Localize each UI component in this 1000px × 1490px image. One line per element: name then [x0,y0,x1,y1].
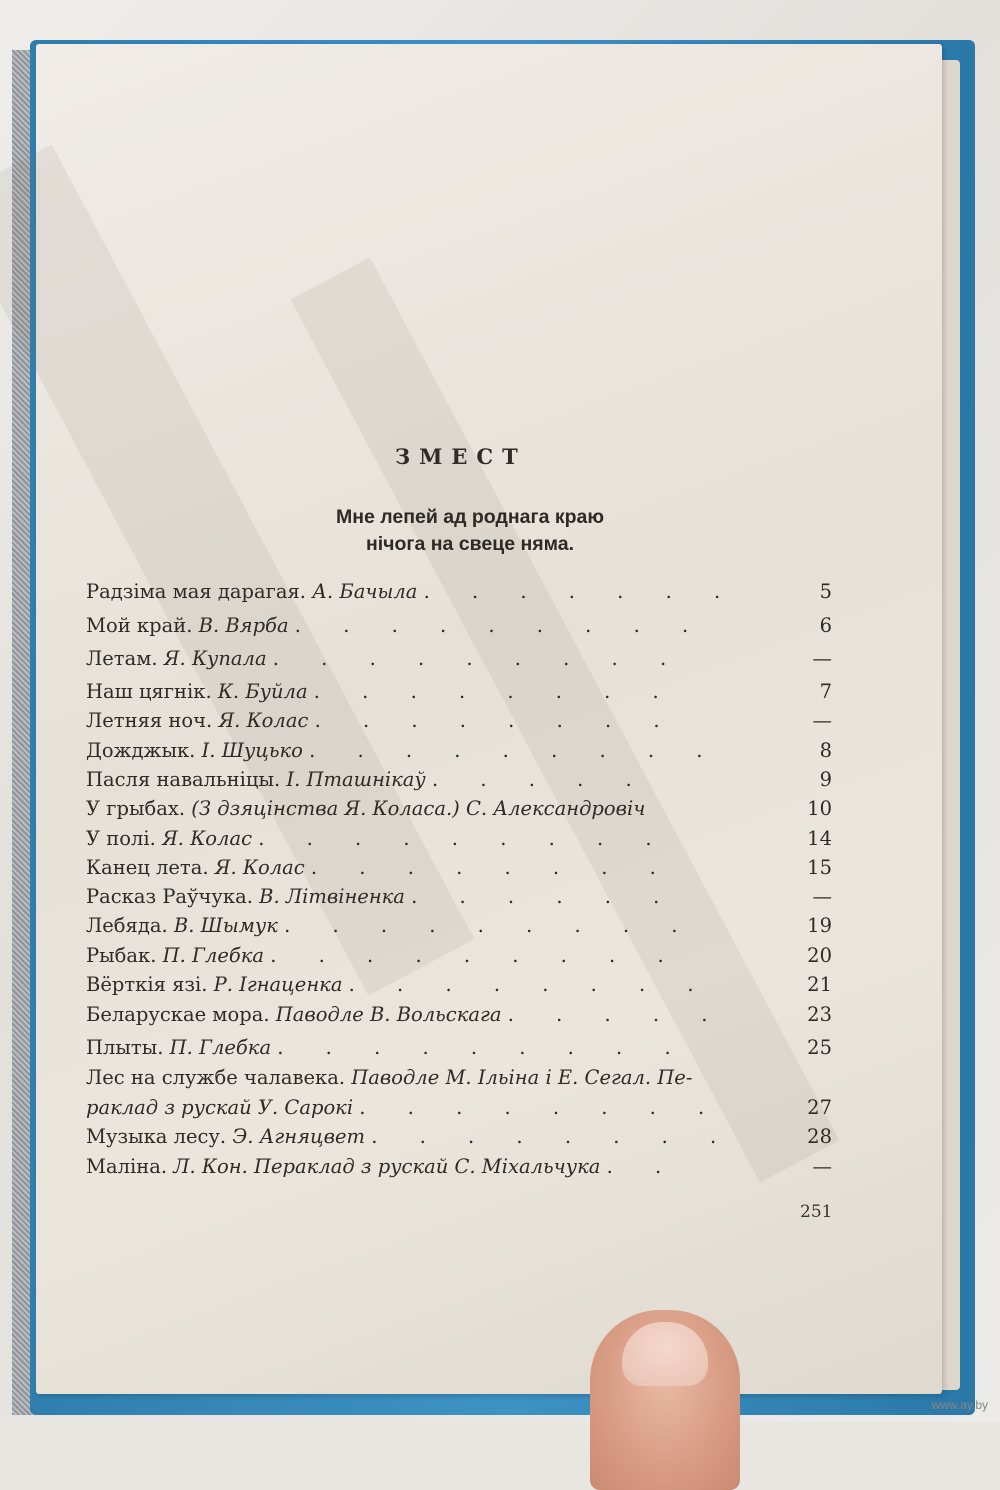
entry-author: (З дзяцінства Я. Коласа.) С. Александровіч [191,797,646,820]
entry-author: К. Буйла [217,680,308,703]
entry-author: П. Глебка [162,944,265,967]
entry-page: 27 [807,1096,832,1119]
entry-title: Мой край. [86,614,193,637]
entry-author: В. Шымук [173,914,278,937]
entry-author: Э. Агняцвет [232,1125,366,1148]
entry-page: 7 [819,680,832,703]
entry-author: Р. Ігнаценка [213,973,343,996]
toc-entry[interactable]: Рыбак. П. Глебка . . . . . . . . . 20 [86,944,832,967]
entry-title: Пасля навальніцы. [86,768,281,791]
toc-entry[interactable] [86,797,832,827]
entry-author: Паводле М. Ільіна і Е. Сегал. Пе- [351,1066,693,1089]
entry-page: 19 [807,914,832,937]
entry-title: Летняя ноч. [86,709,213,732]
entry-author: Л. Кон. Пераклад з рускай С. Міхальчука [173,1155,601,1178]
entry-page: — [812,709,832,732]
entry-page: 8 [819,739,832,762]
entry-author: Я. Колас [162,827,253,850]
entry-title: Музыка лесу. [86,1125,227,1148]
entry-page: 20 [807,944,832,967]
entry-page: 9 [819,768,832,791]
watermark: www.ay.by [931,1398,988,1412]
toc-entry[interactable]: Плыты. П. Глебка . . . . . . . . . 25 [86,1036,832,1059]
toc-entry[interactable]: Летняя ноч. Я. Колас . . . . . . . . — [86,709,832,732]
toc-entry[interactable]: Вёрткія язі. Р. Ігнаценка . . . . . . . . 21 [86,973,832,996]
entry-page: 15 [807,856,832,879]
entry-author: Паводле В. Вольскага [275,1003,502,1026]
entry-page: 21 [807,973,832,996]
entry-title: Дожджык. [86,739,196,762]
toc-entry[interactable]: Беларускае мора. Паводле В. Вольскага . . . . . 23 [86,1003,832,1026]
page-number: 251 [800,1202,833,1222]
toc-entry[interactable]: Расказ Раўчука. В. Літвіненка . . . . . . — [86,885,832,908]
toc-entry[interactable]: Лебяда. В. Шымук . . . . . . . . . 19 [86,914,832,937]
entry-page: 25 [807,1036,832,1059]
toc-entry[interactable]: Мой край. В. Вярба . . . . . . . . . 6 [86,614,832,637]
entry-author: А. Бачыла [312,580,418,603]
entry-page: — [812,647,832,670]
entry-page: 14 [807,827,832,850]
entry-title: Радзіма мая дарагая. [86,580,306,603]
section-heading-line1: Мне лепей ад роднага краю [335,506,605,528]
toc-entry[interactable]: Летам. Я. Купала . . . . . . . . . — [86,647,832,670]
entry-title: У полі. [86,827,156,850]
entry-page: — [812,1155,832,1178]
section-heading-line2: нічога на свеце няма. [365,533,575,555]
toc-entry[interactable]: Наш цягнік. К. Буйла . . . . . . . . 7 [86,680,832,703]
toc-entry[interactable]: Маліна. Л. Кон. Пераклад з рускай С. Міхальчука . . — [86,1155,832,1178]
toc-entry[interactable]: Канец лета. Я. Колас . . . . . . . . 15 [86,856,832,879]
entry-page: 6 [819,614,832,637]
entry-author: П. Глебка [169,1036,272,1059]
entry-title: Рыбак. [86,944,157,967]
entry-page: 23 [807,1003,832,1026]
entry-author: Я. Колас [218,709,309,732]
entry-title: Беларускае мора. [86,1003,270,1026]
toc-entry[interactable]: Музыка лесу. Э. Агняцвет . . . . . . . . 28 [86,1125,832,1148]
entry-title: У грыбах. [86,797,186,820]
entry-title: Вёрткія язі. [86,973,208,996]
entry-author: І. Шуцько [201,739,303,762]
entry-title: Наш цягнік. [86,680,212,703]
toc-entry[interactable]: Дожджык. І. Шуцько . . . . . . . . . 8 [86,739,832,762]
entry-page: — [812,885,832,908]
entry-page: 10 [807,797,832,820]
toc-entry[interactable] [86,1066,832,1096]
entry-author: Я. Колас [214,856,305,879]
entry-title: Лес на службе чалавека. [86,1066,346,1089]
toc-entry[interactable]: Пасля навальніцы. І. Пташнікаў . . . . . 9 [86,768,832,791]
entry-title: Маліна. [86,1155,168,1178]
entry-page: 5 [819,580,832,603]
entry-author: І. Пташнікаў [286,768,426,791]
entry-title: Летам. [86,647,158,670]
fingernail [622,1322,708,1386]
entry-title: Плыты. [86,1036,164,1059]
entry-author: В. Вярба [198,614,289,637]
entry-title: Расказ Раўчука. [86,885,253,908]
entry-page: 28 [807,1125,832,1148]
toc-entry[interactable]: У полі. Я. Колас . . . . . . . . . 14 [86,827,832,850]
entry-author: Я. Купала [163,647,267,670]
toc-entry[interactable]: раклад з рускай У. Сарокі . . . . . . . . 27 [86,1096,832,1119]
entry-title: Лебяда. [86,914,168,937]
entry-title: Канец лета. [86,856,209,879]
entry-author: раклад з рускай У. Сарокі [86,1096,354,1119]
toc-entry[interactable]: Радзіма мая дарагая. А. Бачыла . . . . . . . 5 [86,580,832,603]
entry-author: В. Літвіненка [259,885,405,908]
